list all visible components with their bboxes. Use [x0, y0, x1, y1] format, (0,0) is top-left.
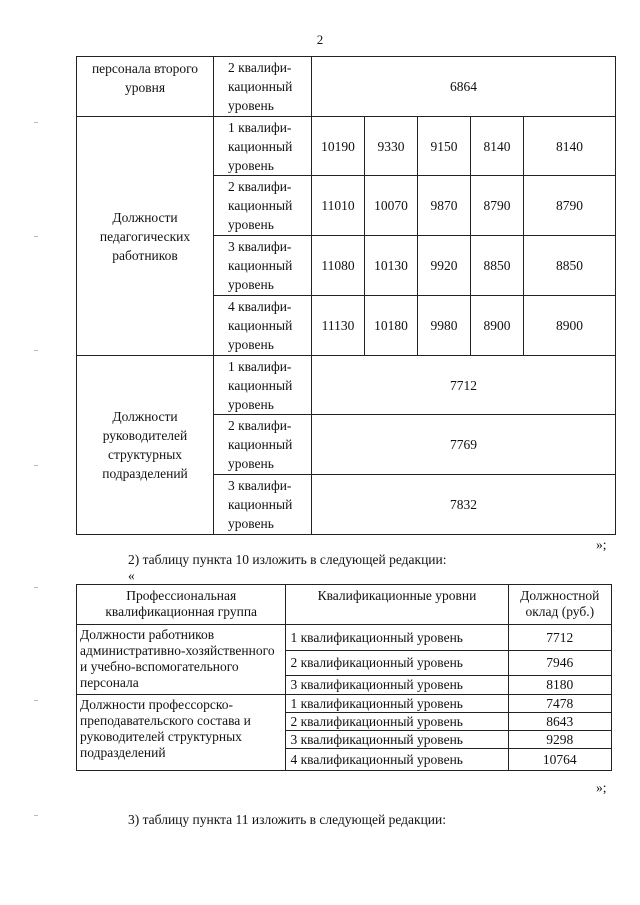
- margin-mark: [34, 236, 38, 237]
- value-cell: 9870: [418, 176, 471, 236]
- value-cell: 7478: [508, 695, 611, 713]
- value-cell: 9980: [418, 296, 471, 356]
- value-cell: 8850: [471, 236, 524, 296]
- level-cell: 2 квалификационный уровень: [286, 651, 508, 676]
- value-cell: 7712: [312, 356, 616, 415]
- level-cell: 3 квалификационный уровень: [286, 676, 508, 695]
- value-cell: 8850: [524, 236, 616, 296]
- value-cell: 9920: [418, 236, 471, 296]
- group-cell: персонала второго уровня: [77, 57, 214, 117]
- group-cell: Должности педагогических работников: [77, 117, 214, 356]
- margin-mark: [34, 815, 38, 816]
- level-cell: 3 квалифи-кационный уровень: [214, 236, 312, 296]
- group-cell: Должности работников административно-хозяйственного и учебно-вспомогательного персонала: [77, 625, 286, 695]
- table-row: [77, 695, 612, 713]
- value-cell: 7712: [508, 625, 611, 651]
- level-cell: 1 квалификационный уровень: [286, 695, 508, 713]
- level-cell: 2 квалифи-кационный уровень: [214, 57, 312, 117]
- value-cell: 10190: [312, 117, 365, 176]
- salary-table-new: [76, 584, 612, 771]
- level-cell: 4 квалификационный уровень: [286, 749, 508, 771]
- group-cell: Должности профессорско-преподавательского состава и руководителей структурных подразделений: [77, 695, 286, 771]
- page-number: 2: [316, 32, 324, 47]
- value-cell: 8790: [471, 176, 524, 236]
- value-cell: 10180: [365, 296, 418, 356]
- value-cell: 7832: [312, 475, 616, 535]
- value-cell: 8900: [524, 296, 616, 356]
- table-row: [77, 117, 616, 176]
- value-cell: 8140: [524, 117, 616, 176]
- paragraph-3: 3) таблицу пункта 11 изложить в следующей редакции:: [128, 812, 446, 827]
- margin-mark: [34, 700, 38, 701]
- level-cell: 2 квалификационный уровень: [286, 713, 508, 731]
- value-cell: 7769: [312, 415, 616, 475]
- opening-quote-mark: «: [128, 568, 135, 583]
- value-cell: 8900: [471, 296, 524, 356]
- value-cell: 8790: [524, 176, 616, 236]
- level-cell: 3 квалифи-кационный уровень: [214, 475, 312, 535]
- level-cell: 4 квалифи-кационный уровень: [214, 296, 312, 356]
- level-cell: 2 квалифи-кационный уровень: [214, 415, 312, 475]
- column-header-group: Профессиональная квалификационная группа: [77, 585, 286, 625]
- level-cell: 1 квалификационный уровень: [286, 625, 508, 651]
- value-cell: 8180: [508, 676, 611, 695]
- closing-quote-mark: »;: [596, 780, 607, 795]
- margin-mark: [34, 350, 38, 351]
- level-cell: 1 квалифи-кационный уровень: [214, 117, 312, 176]
- value-cell: 11010: [312, 176, 365, 236]
- value-cell: 11130: [312, 296, 365, 356]
- value-cell: 10130: [365, 236, 418, 296]
- level-cell: 1 квалифи-кационный уровень: [214, 356, 312, 415]
- table-row: [77, 356, 616, 415]
- value-cell: 10764: [508, 749, 611, 771]
- margin-mark: [34, 122, 38, 123]
- value-cell: 9330: [365, 117, 418, 176]
- column-header-salary: Должностной оклад (руб.): [508, 585, 611, 625]
- level-cell: 3 квалификационный уровень: [286, 731, 508, 749]
- value-cell: 6864: [312, 57, 616, 117]
- closing-quote-mark: »;: [596, 537, 607, 552]
- group-cell: Должности руководителей структурных подразделений: [77, 356, 214, 535]
- table-row: [77, 57, 616, 117]
- margin-mark: [34, 587, 38, 588]
- value-cell: 8643: [508, 713, 611, 731]
- value-cell: 8140: [471, 117, 524, 176]
- paragraph-2: 2) таблицу пункта 10 изложить в следующей редакции:: [128, 552, 447, 567]
- value-cell: 7946: [508, 651, 611, 676]
- value-cell: 10070: [365, 176, 418, 236]
- value-cell: 9298: [508, 731, 611, 749]
- margin-mark: [34, 465, 38, 466]
- table-row: [77, 625, 612, 651]
- value-cell: 11080: [312, 236, 365, 296]
- column-header-levels: Квалификационные уровни: [286, 585, 508, 625]
- header-row: [77, 585, 612, 625]
- value-cell: 9150: [418, 117, 471, 176]
- salary-table-continued: [76, 56, 616, 535]
- level-cell: 2 квалифи-кационный уровень: [214, 176, 312, 236]
